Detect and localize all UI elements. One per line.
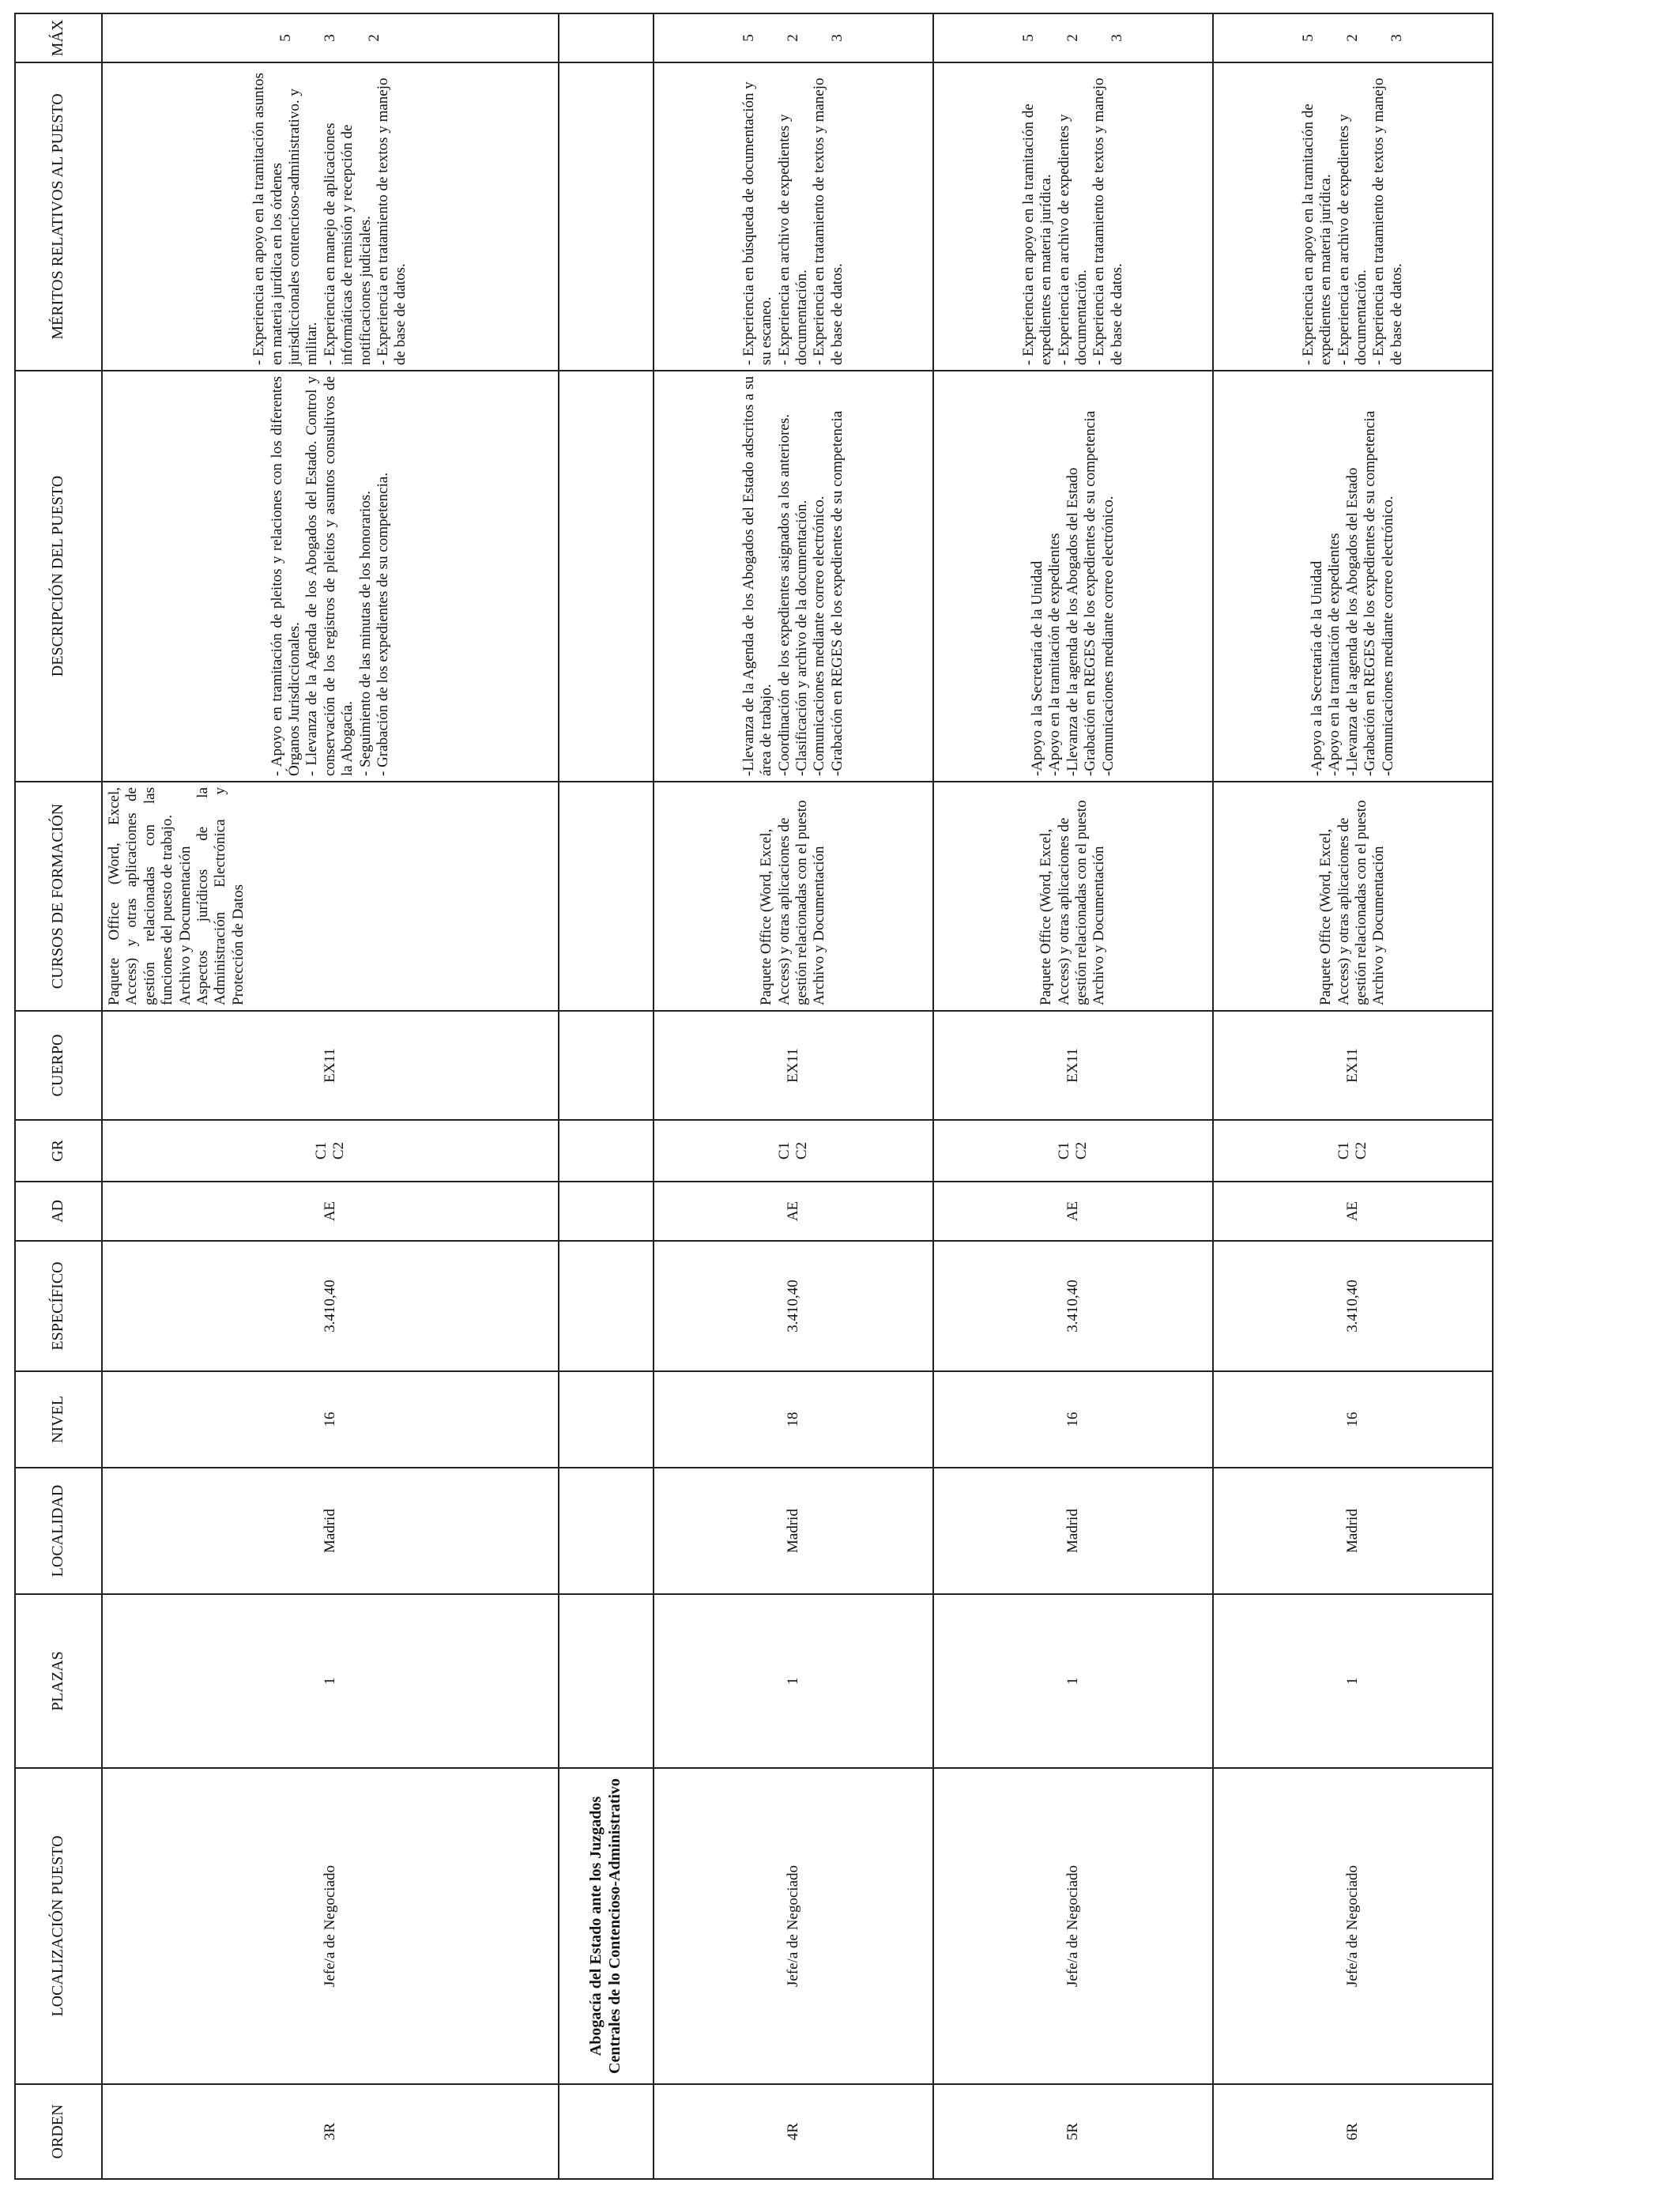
puesto-cell: Jefe/a de Negociado	[933, 1768, 1213, 2084]
ad-cell: AE	[1213, 1182, 1493, 1241]
descripcion-cell	[654, 371, 933, 782]
gr-value: C1	[775, 1141, 793, 1160]
descripcion-cell	[1213, 371, 1493, 782]
plazas-cell: 1	[654, 1594, 933, 1768]
plazas-cell: 1	[1213, 1594, 1493, 1768]
gr-value: C1	[1335, 1141, 1352, 1160]
descripcion-item: -Clasificación y archivo de la documentación.	[793, 499, 810, 776]
gr-value: C2	[1073, 1141, 1090, 1160]
section-label: Abogacía del Estado ante los Juzgados Centrales de lo Contencioso-Administrativo	[559, 1768, 654, 2084]
descripcion-item: -Coordinación de los expedientes asignados a los anteriores.	[775, 414, 793, 776]
section-row	[559, 13, 654, 2179]
descripcion-item: -Apoyo en la tramitación de expedientes	[1046, 533, 1064, 776]
curso-item: Archivo y Documentación	[176, 846, 194, 1005]
orden-cell: 6R	[1213, 2084, 1493, 2179]
descripcion-item: -Llevanza de la Agenda de los Abogados del Estado adscritos a su área de trabajo.	[740, 376, 775, 776]
header-gr: GR	[15, 1120, 102, 1182]
descripcion-item: -Comunicaciones mediante correo electrónico.	[1379, 496, 1396, 776]
header-cuerpo: CUERPO	[15, 1011, 102, 1120]
merito-item: - Experiencia en búsqueda de documentación y su escaneo.	[740, 81, 775, 365]
header-localizacion: LOCALIZACIÓN PUESTO	[15, 1768, 102, 2084]
gr-value: C2	[793, 1141, 810, 1160]
cuerpo-cell: EX11	[654, 1011, 933, 1120]
merito-item: - Experiencia en tratamiento de textos y manejo de base de datos.	[375, 77, 409, 365]
especifico-cell: 3.410,40	[102, 1241, 559, 1371]
max-value: 3	[829, 34, 846, 42]
descripcion-cell	[933, 371, 1213, 782]
header-meritos: MÉRITOS RELATIVOS AL PUESTO	[15, 62, 102, 371]
descripcion-item: -Comunicaciones mediante correo electrónico.	[1099, 496, 1117, 776]
localidad-cell: Madrid	[654, 1468, 933, 1594]
descripcion-item: - Llevanza de la Agenda de los Abogados del Estado. Control y conservación de los registros de pleitos y asuntos consultivos de la Abogacía.	[303, 376, 356, 776]
table-row	[1213, 13, 1493, 2179]
curso-item: Paquete Office (Word, Excel, Access) y otras aplicaciones de gestión relacionadas con el puesto	[1038, 800, 1090, 1005]
orden-cell: 3R	[102, 2084, 559, 2179]
descripcion-item: -Apoyo a la Secretaría de la Unidad	[1028, 560, 1045, 776]
descripcion-item: -Llevanza de la agenda de los Abogados del Estado	[1343, 467, 1361, 776]
localidad-cell: Madrid	[933, 1468, 1213, 1594]
merito-item: - Experiencia en tratamiento de textos y manejo de base de datos.	[811, 77, 846, 365]
merito-item: - Experiencia en apoyo en la tramitación asuntos en materia jurídica en los órdenes jurisdiccionales contencioso-administrativo. y militar.	[250, 73, 321, 365]
gr-cell	[1213, 1120, 1493, 1182]
puesto-cell: Jefe/a de Negociado	[1213, 1768, 1493, 2084]
meritos-cell	[933, 62, 1213, 371]
ad-cell: AE	[933, 1182, 1213, 1241]
descripcion-item: -Grabación en REGES de los expedientes de su competencia	[1082, 410, 1099, 776]
descripcion-item: -Comunicaciones mediante correo electrónico.	[811, 496, 828, 776]
descripcion-item: - Grabación de los expedientes de su competencia.	[375, 472, 392, 776]
curso-item: Archivo y Documentación	[811, 846, 828, 1005]
plazas-cell: 1	[102, 1594, 559, 1768]
merito-item: - Experiencia en archivo de expedientes y documentación.	[775, 114, 810, 365]
orden-cell: 4R	[654, 2084, 933, 2179]
positions-table	[14, 13, 1494, 2180]
descripcion-item: - Apoyo en tramitación de pleitos y relaciones con los diferentes Órganos Jurisdiccionales.	[268, 376, 303, 776]
max-cell	[654, 13, 933, 62]
max-value: 2	[1344, 34, 1361, 42]
descripcion-item: -Apoyo en la tramitación de expedientes	[1326, 533, 1343, 776]
curso-item: Archivo y Documentación	[1090, 846, 1108, 1005]
max-value: 5	[1300, 34, 1317, 42]
curso-item: Paquete Office (Word, Excel, Access) y otras aplicaciones de gestión relacionadas con las funciones del puesto de trabajo.	[106, 787, 176, 1005]
puesto-cell: Jefe/a de Negociado	[654, 1768, 933, 2084]
gr-value: C2	[1353, 1141, 1369, 1160]
plazas-cell: 1	[933, 1594, 1213, 1768]
max-value: 5	[277, 34, 294, 42]
merito-item: - Experiencia en tratamiento de textos y manejo de base de datos.	[1370, 77, 1405, 365]
especifico-cell: 3.410,40	[1213, 1241, 1493, 1371]
gr-cell	[102, 1120, 559, 1182]
descripcion-item: -Grabación en REGES de los expedientes de su competencia	[1362, 410, 1379, 776]
header-plazas: PLAZAS	[15, 1594, 102, 1768]
ad-cell: AE	[102, 1182, 559, 1241]
meritos-cell	[1213, 62, 1493, 371]
max-cell	[933, 13, 1213, 62]
table-row	[933, 13, 1213, 2179]
header-nivel: NIVEL	[15, 1371, 102, 1468]
nivel-cell: 16	[933, 1371, 1213, 1468]
gr-cell	[933, 1120, 1213, 1182]
table-row	[654, 13, 933, 2179]
descripcion-item: -Llevanza de la agenda de los Abogados del Estado	[1064, 467, 1081, 776]
max-cell	[102, 13, 559, 62]
max-value: 3	[1388, 34, 1405, 42]
max-value: 3	[1109, 34, 1125, 42]
especifico-cell: 3.410,40	[654, 1241, 933, 1371]
cuerpo-cell: EX11	[102, 1011, 559, 1120]
header-localidad: LOCALIDAD	[15, 1468, 102, 1594]
max-value: 5	[1020, 34, 1037, 42]
table-row	[102, 13, 559, 2179]
gr-cell	[654, 1120, 933, 1182]
nivel-cell: 16	[1213, 1371, 1493, 1468]
merito-item: - Experiencia en archivo de expedientes y documentación.	[1335, 114, 1369, 365]
gr-value: C1	[1055, 1141, 1072, 1160]
header-especifico: ESPECÍFICO	[15, 1241, 102, 1371]
curso-item: Paquete Office (Word, Excel, Access) y otras aplicaciones de gestión relacionadas con el puesto	[758, 800, 810, 1005]
header-cursos: CURSOS DE FORMACIÓN	[15, 782, 102, 1011]
max-value: 5	[740, 34, 757, 42]
ad-cell: AE	[654, 1182, 933, 1241]
merito-item: - Experiencia en archivo de expedientes y documentación.	[1055, 114, 1090, 365]
gr-value: C1	[312, 1141, 330, 1160]
descripcion-item: -Apoyo a la Secretaría de la Unidad	[1308, 560, 1325, 776]
header-descripcion: DESCRIPCIÓN DEL PUESTO	[15, 371, 102, 782]
cuerpo-cell: EX11	[933, 1011, 1213, 1120]
header-max: MÁX	[15, 13, 102, 62]
max-value: 3	[322, 34, 338, 42]
descripcion-item: - Seguimiento de las minutas de los honorarios.	[356, 491, 374, 776]
cursos-cell	[654, 782, 933, 1011]
max-value: 2	[366, 34, 382, 42]
merito-item: - Experiencia en tratamiento de textos y manejo de base de datos.	[1090, 77, 1125, 365]
nivel-cell: 16	[102, 1371, 559, 1468]
header-row	[15, 13, 102, 2179]
max-value: 2	[1064, 34, 1081, 42]
localidad-cell: Madrid	[102, 1468, 559, 1594]
localidad-cell: Madrid	[1213, 1468, 1493, 1594]
header-ad: AD	[15, 1182, 102, 1241]
meritos-cell	[654, 62, 933, 371]
cursos-cell	[1213, 782, 1493, 1011]
merito-item: - Experiencia en manejo de aplicaciones informáticas de remisión y recepción de notificaciones judiciales.	[321, 123, 374, 365]
cuerpo-cell: EX11	[1213, 1011, 1493, 1120]
max-cell	[1213, 13, 1493, 62]
cursos-cell	[933, 782, 1213, 1011]
gr-value: C2	[330, 1141, 347, 1160]
meritos-cell	[102, 62, 559, 371]
orden-cell: 5R	[933, 2084, 1213, 2179]
especifico-cell: 3.410,40	[933, 1241, 1213, 1371]
nivel-cell: 18	[654, 1371, 933, 1468]
curso-item: Paquete Office (Word, Excel, Access) y otras aplicaciones de gestión relacionadas con el puesto	[1317, 800, 1369, 1005]
merito-item: - Experiencia en apoyo en la tramitación de expedientes en materia jurídica.	[1299, 104, 1335, 365]
curso-item: Archivo y Documentación	[1370, 846, 1388, 1005]
curso-item: Aspectos jurídicos de la Administración Electrónica y Protección de Datos	[194, 787, 247, 1005]
descripcion-item: -Grabación en REGES de los expedientes de su competencia	[828, 410, 846, 776]
max-value: 2	[785, 34, 801, 42]
merito-item: - Experiencia en apoyo en la tramitación de expedientes en materia jurídica.	[1019, 104, 1055, 365]
puesto-cell: Jefe/a de Negociado	[102, 1768, 559, 2084]
cursos-cell	[102, 782, 559, 1011]
header-orden: ORDEN	[15, 2084, 102, 2179]
descripcion-cell	[102, 371, 559, 782]
